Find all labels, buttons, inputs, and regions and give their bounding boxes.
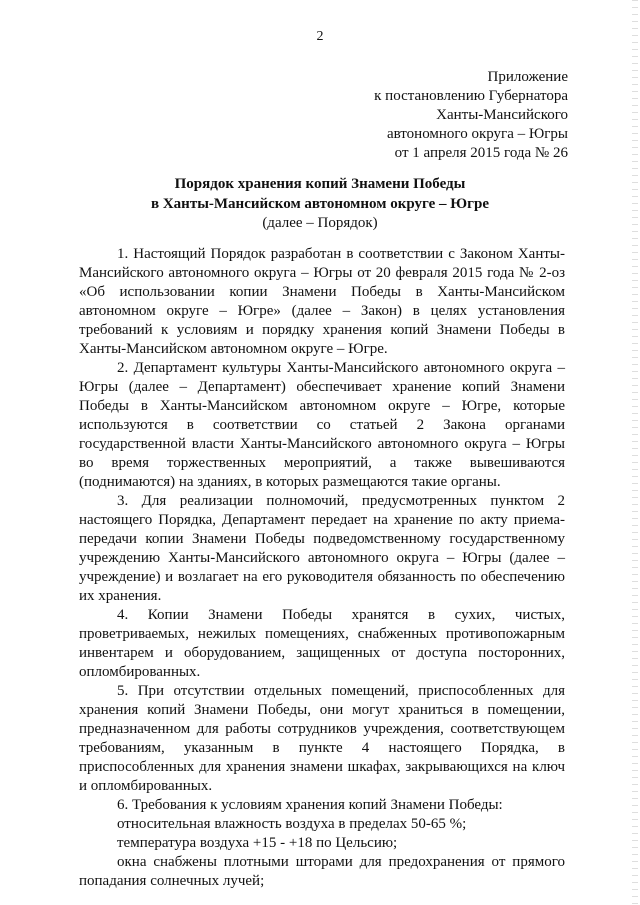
page-number: 2 (316, 29, 324, 44)
paragraph-5: 5. При отсутствии отдельных помещений, приспособленных для хранения копий Знамени Победы, они могут храниться в помещении, предназначенном для работы сотрудников учреждения, соответствующем требованиям, указанным в пункте 4 настоящего Порядка, в приспособленных для хранения знамени шкафах, закрывающихся на ключ и опломбированных. (79, 683, 565, 794)
paragraph-3: 3. Для реализации полномочий, предусмотренных пунктом 2 настоящего Порядка, Департамент передает на хранение по акту приема-передачи копии Знамени Победы подведомственному государственному учреждению Ханты-Мансийского автономного округа – Югры (далее – учреждение) и возлагает на его руководителя обязанность по обеспечению их хранения. (79, 493, 565, 604)
paragraph-2: 2. Департамент культуры Ханты-Мансийского автономного округа – Югры (далее – Департамент) обеспечивает хранение копий Знамени Победы в Ханты-Мансийском автономном округе – Югре, которые используются в соответствии со статьей 2 Закона органами государственной власти Ханты-Мансийского автономного округа – Югры во время торжественных мероприятий, а также вывешиваются (поднимаются) на зданиях, в которых размещаются такие органы. (79, 360, 565, 490)
title-line-1: Порядок хранения копий Знамени Победы (174, 176, 466, 192)
paragraph-4: 4. Копии Знамени Победы хранятся в сухих, чистых, проветриваемых, нежилых помещениях, снабженных противопожарным инвентарем и оборудованием, защищенных от доступа посторонних, опломбированных. (79, 607, 565, 680)
requirement-temperature: температура воздуха +15 - +18 по Цельсию; (117, 835, 398, 851)
paragraph-1: 1. Настоящий Порядок разработан в соответствии с Законом Ханты-Мансийского автономного округа – Югры от 20 февраля 2015 года № 2-оз «Об использовании копии Знамени Победы в Ханты-Мансийском автономном округе – Югре» (далее – Закон) в целях установления требований к условиям и порядку хранения копий Знамени Победы в Ханты-Мансийском автономном округе – Югре. (79, 246, 565, 357)
scan-edge-marks (632, 0, 638, 905)
requirement-windows: окна снабжены плотными шторами для предохранения от прямого попадания солнечных лучей; (79, 854, 565, 889)
appendix-line: к постановлению Губернатора (374, 88, 568, 104)
requirement-humidity: относительная влажность воздуха в пределах 50-65 %; (117, 816, 467, 832)
paragraph-6: 6. Требования к условиям хранения копий Знамени Победы: (117, 797, 503, 813)
appendix-line: от 1 апреля 2015 года № 26 (394, 145, 568, 161)
appendix-line: Ханты-Мансийского (436, 107, 568, 123)
document-title (0, 175, 640, 234)
title-line-3: (далее – Порядок) (262, 215, 378, 231)
title-line-2: в Ханты-Мансийском автономном округе – Югре (151, 195, 489, 212)
appendix-block (374, 68, 568, 163)
appendix-line: автономного округа – Югры (386, 126, 568, 142)
document-body (79, 245, 565, 891)
appendix-line: Приложение (487, 69, 568, 85)
